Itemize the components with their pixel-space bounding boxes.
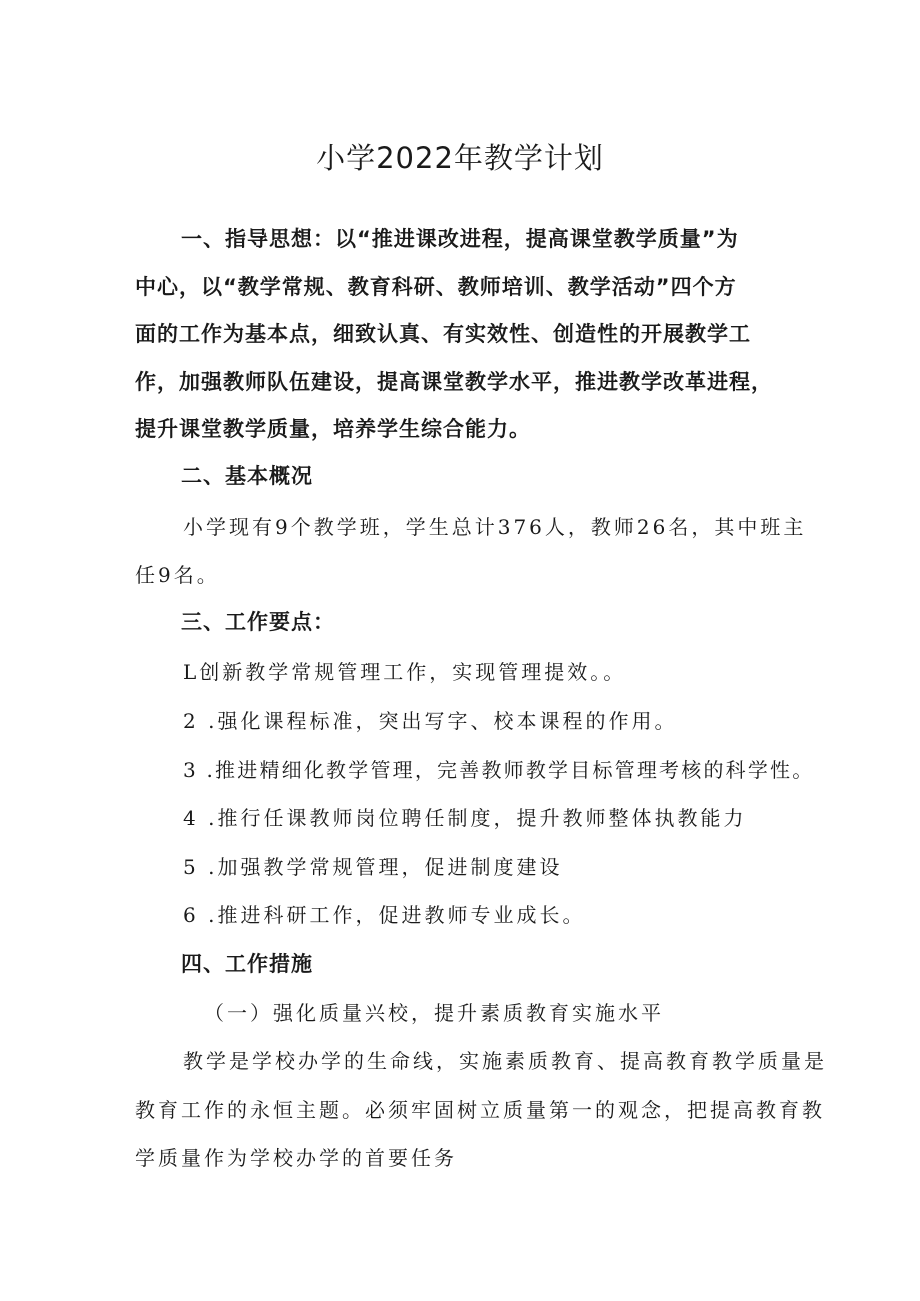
work-point-item: 5 .加强教学常规管理，促进制度建设 (183, 855, 563, 879)
work-point-item: L创新教学常规管理工作，实现管理提效。。 (183, 660, 627, 684)
work-point-item: 6 .推进科研工作，促进教师专业成长。 (183, 903, 586, 927)
guiding-ideology-paragraph (135, 216, 795, 454)
section-heading-work-measures: 四、工作措施 (181, 952, 313, 976)
section-heading-basic-overview: 二、基本概况 (181, 464, 313, 488)
paragraph-line: 提升课堂教学质量，培养学生综合能力。 (135, 417, 531, 441)
work-point-item: 4 .推行任课教师岗位聘任制度，提升教师整体执教能力 (183, 806, 747, 830)
work-point-item: 2 .强化课程标准，突出写字、校本课程的作用。 (183, 709, 678, 733)
paragraph-line: 作，加强教师队伍建设，提高课堂教学水平，推进教学改革进程， (135, 369, 773, 394)
overview-line: 小学现有9个教学班，学生总计376人，教师26名，其中班主 (183, 515, 807, 539)
paragraph-line: 一、指导思想：以“推进课改进程，提高课堂教学质量”为 (181, 227, 739, 251)
measure-subheading: （一）强化质量兴校，提升素质教育实施水平 (204, 1001, 664, 1025)
measure-line: 教学是学校办学的生命线，实施素质教育、提高教育教学质量是 (183, 1049, 827, 1073)
measure-line: 学质量作为学校办学的首要任务 (135, 1146, 457, 1170)
paragraph-line: 面的工作为基本点，细致认真、有实效性、创造性的开展教学工 (135, 322, 751, 346)
overview-line: 任9名。 (135, 563, 220, 587)
document-title: 小学2022年教学计划 (316, 141, 604, 175)
work-point-item: 3 .推进精细化教学管理，完善教师教学目标管理考核的科学性。 (183, 758, 815, 782)
paragraph-line: 中心，以“教学常规、教育科研、教师培训、教学活动”四个方 (135, 274, 737, 299)
measure-line: 教育工作的永恒主题。必须牢固树立质量第一的观念，把提高教育教 (135, 1098, 825, 1122)
section-heading-work-points: 三、工作要点： (181, 610, 335, 634)
